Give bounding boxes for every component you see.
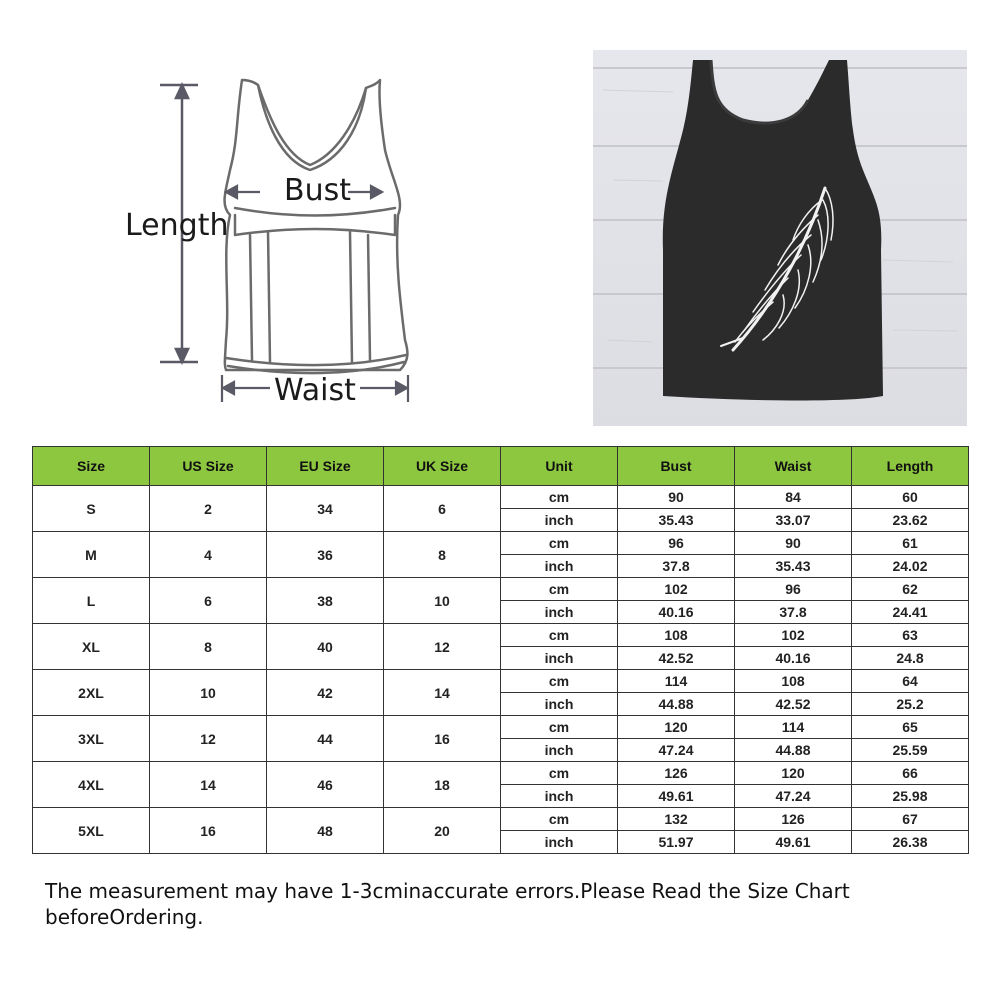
table-row [33,670,969,693]
bust-cell: 47.24 [618,739,735,762]
table-row [33,624,969,647]
header-uk-size: UK Size [384,447,501,486]
waist-cell: 102 [735,624,852,647]
bust-cell: 42.52 [618,647,735,670]
uk-size-cell: 20 [384,808,501,854]
length-cell: 65 [852,716,969,739]
bust-cell: 108 [618,624,735,647]
eu-size-cell: 46 [267,762,384,808]
bust-cell: 40.16 [618,601,735,624]
uk-size-cell: 18 [384,762,501,808]
waist-cell: 33.07 [735,509,852,532]
bust-cell: 37.8 [618,555,735,578]
header-us-size: US Size [150,447,267,486]
unit-cell: cm [501,716,618,739]
length-cell: 25.2 [852,693,969,716]
size-cell: M [33,532,150,578]
unit-cell: cm [501,808,618,831]
unit-cell: cm [501,624,618,647]
size-cell: 3XL [33,716,150,762]
length-cell: 26.38 [852,831,969,854]
size-cell: 2XL [33,670,150,716]
us-size-cell: 4 [150,532,267,578]
waist-cell: 120 [735,762,852,785]
waist-cell: 40.16 [735,647,852,670]
us-size-cell: 6 [150,578,267,624]
waist-cell: 90 [735,532,852,555]
table-row [33,762,969,785]
waist-cell: 108 [735,670,852,693]
bust-cell: 132 [618,808,735,831]
table-row [33,808,969,831]
bust-cell: 96 [618,532,735,555]
table-row [33,486,969,509]
uk-size-cell: 10 [384,578,501,624]
eu-size-cell: 42 [267,670,384,716]
bust-cell: 90 [618,486,735,509]
eu-size-cell: 34 [267,486,384,532]
length-cell: 62 [852,578,969,601]
waist-cell: 42.52 [735,693,852,716]
header-waist: Waist [735,447,852,486]
uk-size-cell: 8 [384,532,501,578]
measurement-note: The measurement may have 1-3cminaccurate errors.Please Read the Size Chart beforeOrdering. [45,879,850,929]
eu-size-cell: 44 [267,716,384,762]
bust-cell: 114 [618,670,735,693]
us-size-cell: 16 [150,808,267,854]
unit-cell: inch [501,739,618,762]
length-cell: 24.8 [852,647,969,670]
header-bust: Bust [618,447,735,486]
product-photo [593,50,967,426]
bust-cell: 120 [618,716,735,739]
header-length: Length [852,447,969,486]
us-size-cell: 10 [150,670,267,716]
size-cell: XL [33,624,150,670]
unit-cell: inch [501,693,618,716]
eu-size-cell: 36 [267,532,384,578]
table-row [33,716,969,739]
bust-cell: 35.43 [618,509,735,532]
size-chart-table [32,446,969,854]
unit-cell: inch [501,601,618,624]
length-cell: 61 [852,532,969,555]
uk-size-cell: 12 [384,624,501,670]
table-row [33,532,969,555]
length-cell: 24.41 [852,601,969,624]
unit-cell: inch [501,555,618,578]
us-size-cell: 8 [150,624,267,670]
unit-cell: inch [501,831,618,854]
waist-cell: 47.24 [735,785,852,808]
unit-cell: cm [501,670,618,693]
length-cell: 23.62 [852,509,969,532]
measurement-diagram [30,40,450,420]
unit-cell: inch [501,785,618,808]
length-cell: 25.98 [852,785,969,808]
header-unit: Unit [501,447,618,486]
waist-cell: 96 [735,578,852,601]
length-cell: 67 [852,808,969,831]
unit-cell: inch [501,647,618,670]
bust-cell: 126 [618,762,735,785]
tank-top-outline-icon [30,40,450,420]
us-size-cell: 14 [150,762,267,808]
size-cell: 5XL [33,808,150,854]
table-row [33,578,969,601]
unit-cell: cm [501,578,618,601]
feather-print-tank-top-photo-icon [593,50,967,426]
waist-cell: 126 [735,808,852,831]
bust-cell: 44.88 [618,693,735,716]
us-size-cell: 2 [150,486,267,532]
length-cell: 63 [852,624,969,647]
length-cell: 64 [852,670,969,693]
waist-label: Waist [274,373,356,408]
uk-size-cell: 16 [384,716,501,762]
unit-cell: cm [501,486,618,509]
length-cell: 60 [852,486,969,509]
waist-cell: 114 [735,716,852,739]
uk-size-cell: 14 [384,670,501,716]
eu-size-cell: 48 [267,808,384,854]
waist-cell: 35.43 [735,555,852,578]
bust-cell: 51.97 [618,831,735,854]
unit-cell: cm [501,532,618,555]
length-label: Length [125,208,229,243]
length-cell: 25.59 [852,739,969,762]
header-size: Size [33,447,150,486]
size-cell: 4XL [33,762,150,808]
table-header-row [33,447,969,486]
size-cell: S [33,486,150,532]
waist-cell: 49.61 [735,831,852,854]
bust-label: Bust [284,173,351,208]
eu-size-cell: 40 [267,624,384,670]
bust-cell: 49.61 [618,785,735,808]
length-cell: 24.02 [852,555,969,578]
eu-size-cell: 38 [267,578,384,624]
unit-cell: cm [501,762,618,785]
us-size-cell: 12 [150,716,267,762]
length-cell: 66 [852,762,969,785]
waist-cell: 37.8 [735,601,852,624]
bust-cell: 102 [618,578,735,601]
waist-cell: 44.88 [735,739,852,762]
uk-size-cell: 6 [384,486,501,532]
waist-cell: 84 [735,486,852,509]
header-eu-size: EU Size [267,447,384,486]
size-cell: L [33,578,150,624]
unit-cell: inch [501,509,618,532]
